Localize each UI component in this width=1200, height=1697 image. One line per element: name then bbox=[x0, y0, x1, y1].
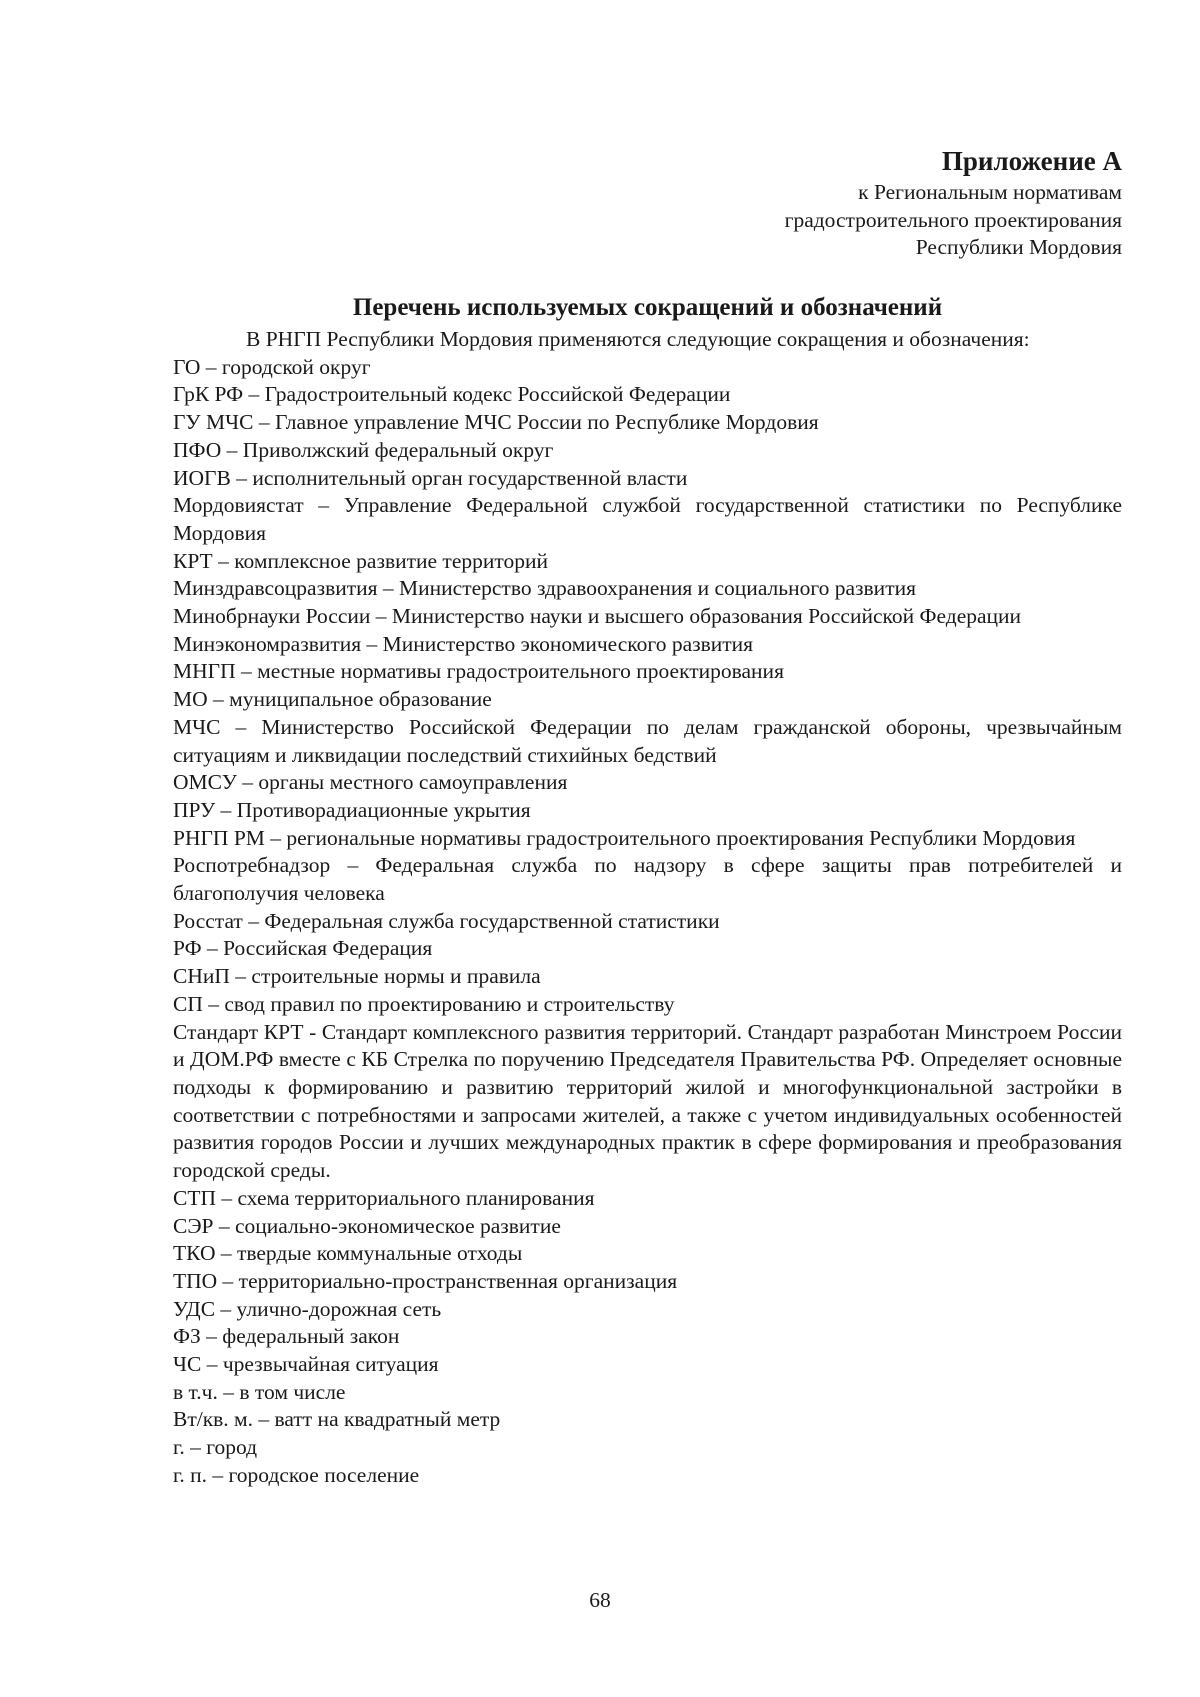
abbreviation-item: СП – свод правил по проектированию и строительству bbox=[173, 991, 675, 1016]
abbreviation-item: ПФО – Приволжский федеральный округ bbox=[173, 437, 554, 462]
abbreviation-item: ОМСУ – органы местного самоуправления bbox=[173, 770, 568, 795]
abbreviation-item: ГО – городской округ bbox=[173, 354, 371, 379]
abbreviation-item: РНГП РМ – региональные нормативы градостроительного проектирования Республики Мордовия bbox=[173, 825, 1076, 850]
abbreviations-body bbox=[173, 326, 1122, 1490]
abbreviation-item: Вт/кв. м. – ватт на квадратный метр bbox=[173, 1407, 501, 1432]
abbreviation-item-krt-standard: Стандарт КРТ - Стандарт комплексного развития территорий. Стандарт разработан Минстроем России и ДОМ.РФ вместе с КБ Стрелка по поручению Председателя Правительства РФ. Определяет основные подходы к формированию и развитию территорий жилой и многофункциональной застройки в соответствии с потребностями и запросами жителей, а также с учетом индивидуальных особенностей развития городов России и лучших международных практик в сфере формирования и преобразования городской среды. bbox=[173, 1019, 1122, 1183]
abbreviation-item: УДС – улично-дорожная сеть bbox=[173, 1296, 442, 1321]
abbreviation-item: МЧС – Министерство Российской Федерации по делам гражданской обороны, чрезвычайным ситуациям и ликвидации последствий стихийных бедствий bbox=[173, 714, 1122, 767]
appendix-line-3: Республики Мордовия bbox=[915, 235, 1122, 260]
abbreviation-item: в т.ч. – в том числе bbox=[173, 1379, 346, 1404]
abbreviation-item: Минобрнауки России – Министерство науки и высшего образования Российской Федерации bbox=[173, 604, 1022, 629]
abbreviation-item: ИОГВ – исполнительный орган государственной власти bbox=[173, 465, 688, 490]
appendix-header bbox=[785, 145, 1122, 262]
abbreviation-item: СНиП – строительные нормы и правила bbox=[173, 964, 541, 989]
abbreviation-item: СТП – схема территориального планирования bbox=[173, 1185, 595, 1210]
abbreviation-item: КРТ – комплексное развитие территорий bbox=[173, 548, 548, 573]
appendix-line-2: градостроительного проектирования bbox=[784, 207, 1122, 232]
abbreviation-item: ГрК РФ – Градостроительный кодекс Российской Федерации bbox=[173, 382, 731, 407]
abbreviation-item: Минздравсоцразвития – Министерство здравоохранения и социального развития bbox=[173, 576, 916, 601]
abbreviation-item: Роспотребнадзор – Федеральная служба по надзору в сфере защиты прав потребителей и благополучия человека bbox=[173, 853, 1122, 906]
appendix-title: Приложение А bbox=[941, 146, 1122, 176]
abbreviation-item: РФ – Российская Федерация bbox=[173, 936, 433, 961]
page-number: 68 bbox=[589, 1588, 611, 1612]
abbreviation-item: ТКО – твердые коммунальные отходы bbox=[173, 1241, 523, 1266]
abbreviation-item: Мордовиястат – Управление Федеральной службой государственной статистики по Республике Мордовия bbox=[173, 493, 1122, 545]
abbreviation-item: ПРУ – Противорадиационные укрытия bbox=[173, 797, 531, 822]
intro-paragraph: В РНГП Республики Мордовия применяются следующие сокращения и обозначения: bbox=[246, 327, 1030, 351]
abbreviation-item: ТПО – территориально-пространственная организация bbox=[173, 1268, 678, 1293]
abbreviation-item: ЧС – чрезвычайная ситуация bbox=[173, 1352, 439, 1377]
abbreviation-item: г. п. – городское поселение bbox=[173, 1462, 420, 1487]
appendix-line-1: к Региональным нормативам bbox=[858, 180, 1122, 204]
abbreviation-item: г. – город bbox=[173, 1435, 258, 1460]
abbreviation-item: СЭР – социально-экономическое развитие bbox=[173, 1213, 561, 1238]
abbreviation-item: ФЗ – федеральный закон bbox=[173, 1324, 400, 1349]
abbreviation-item: МО – муниципальное образование bbox=[173, 687, 492, 712]
abbreviation-item: Минэкономразвития – Министерство экономического развития bbox=[173, 631, 754, 656]
abbreviation-item: Росстат – Федеральная служба государственной статистики bbox=[173, 908, 720, 933]
abbreviation-item: МНГП – местные нормативы градостроительного проектирования bbox=[173, 659, 784, 684]
document-title: Перечень используемых сокращений и обозначений bbox=[352, 294, 943, 321]
abbreviation-item: ГУ МЧС – Главное управление МЧС России по Республике Мордовия bbox=[173, 410, 819, 435]
